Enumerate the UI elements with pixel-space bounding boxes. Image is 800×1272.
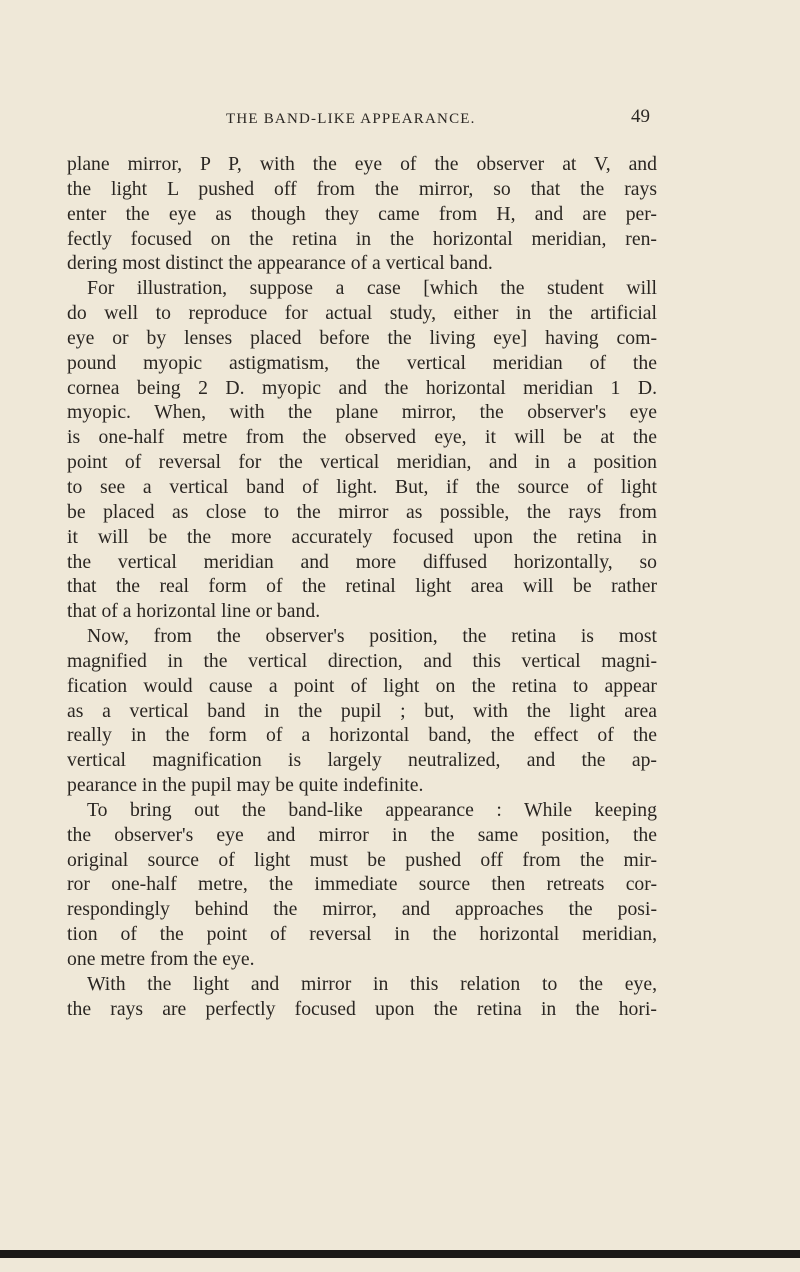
text-line: myopic. When, with the plane mirror, the observer's eye [67, 401, 657, 424]
text-line: ror one-half metre, the immediate source then retreats cor- [67, 873, 657, 896]
text-line: really in the form of a horizontal band, the effect of the [67, 724, 657, 747]
text-line: point of reversal for the vertical meridian, and in a position [67, 451, 657, 474]
text-line: be placed as close to the mirror as possible, the rays from [67, 500, 657, 523]
text-line: tion of the point of reversal in the horizontal meridian, [67, 923, 657, 946]
text-line: fectly focused on the retina in the horizontal meridian, ren- [67, 227, 657, 250]
text-line: it will be the more accurately focused upon the retina in [67, 525, 657, 548]
text-line: To bring out the band-like appearance : While keeping [87, 798, 657, 821]
text-line: vertical magnification is largely neutralized, and the ap- [67, 749, 657, 772]
page-number: 49 [631, 106, 650, 127]
text-line: fication would cause a point of light on the retina to appear [67, 674, 657, 697]
text-line: eye or by lenses placed before the living eye] having com- [67, 326, 657, 349]
text-line: dering most distinct the appearance of a vertical band. [67, 252, 493, 275]
page-header [66, 106, 650, 137]
text-line: the light L pushed off from the mirror, so that the rays [67, 177, 657, 200]
text-line: Now, from the observer's position, the retina is most [87, 625, 657, 648]
text-line: pound myopic astigmatism, the vertical meridian of the [67, 351, 657, 374]
text-line: cornea being 2 D. myopic and the horizontal meridian 1 D. [67, 376, 657, 399]
text-line: that the real form of the retinal light area will be rather [67, 575, 657, 598]
page-bottom-shadow [0, 1250, 800, 1258]
text-line: do well to reproduce for actual study, either in the artificial [67, 302, 657, 325]
text-line: to see a vertical band of light. But, if the source of light [67, 475, 657, 498]
text-line: magnified in the vertical direction, and this vertical magni- [67, 649, 657, 672]
text-line: the rays are perfectly focused upon the retina in the hori- [67, 997, 657, 1020]
text-line: original source of light must be pushed off from the mir- [67, 848, 657, 871]
text-line: enter the eye as though they came from H, and are per- [67, 202, 657, 225]
text-line: the observer's eye and mirror in the same position, the [67, 823, 657, 846]
text-line: respondingly behind the mirror, and approaches the posi- [67, 898, 657, 921]
text-line: one metre from the eye. [67, 948, 255, 970]
text-line: plane mirror, P P, with the eye of the observer at V, and [67, 153, 657, 175]
text-line: the vertical meridian and more diffused horizontally, so [67, 550, 657, 573]
text-line: is one-half metre from the observed eye, it will be at the [67, 426, 657, 449]
text-line: pearance in the pupil may be quite indefinite. [67, 774, 424, 797]
body-text [67, 152, 657, 1022]
text-line: that of a horizontal line or band. [67, 600, 321, 623]
text-line: With the light and mirror in this relation to the eye, [87, 972, 657, 995]
text-line: as a vertical band in the pupil ; but, with the light area [67, 699, 657, 722]
running-title: THE BAND-LIKE APPEARANCE. [226, 111, 476, 127]
text-line: For illustration, suppose a case [which the student will [87, 277, 657, 300]
